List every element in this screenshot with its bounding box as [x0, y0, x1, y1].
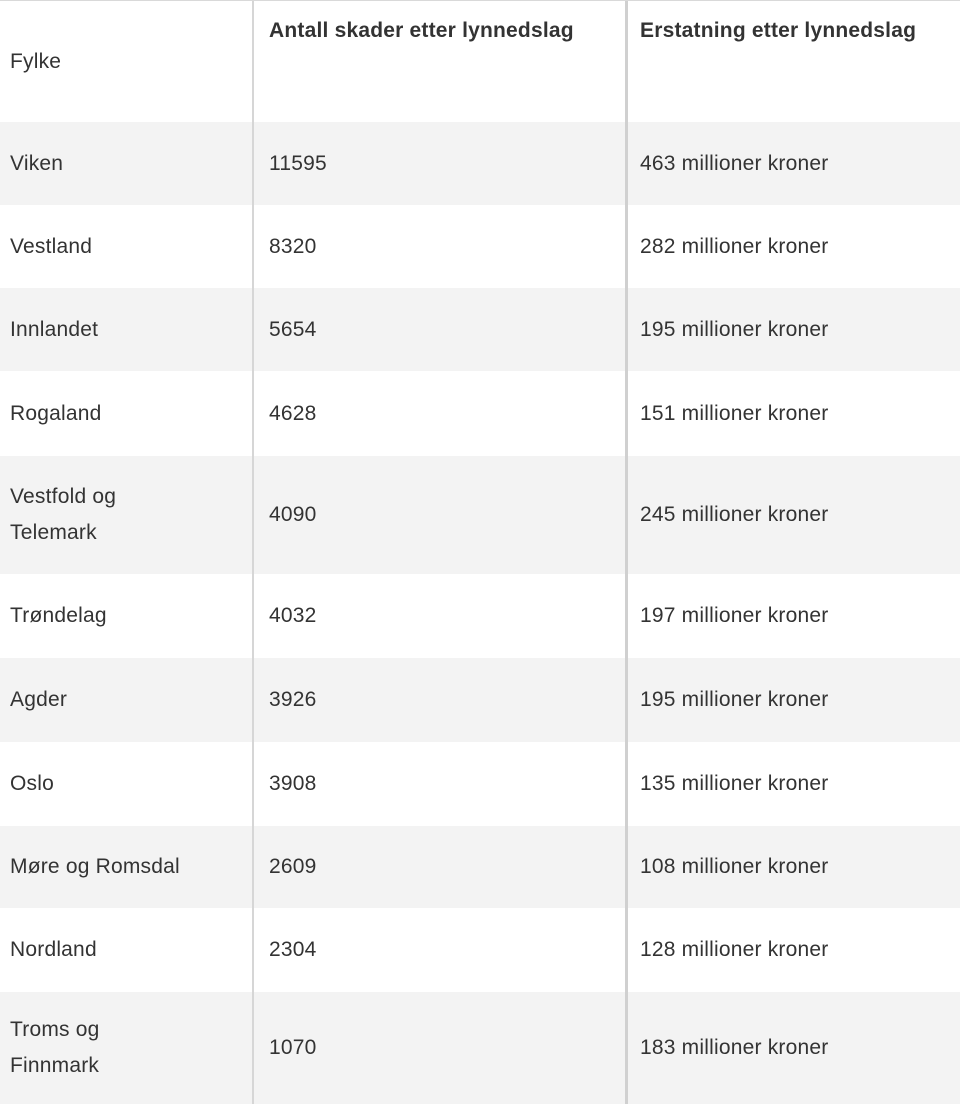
- cell-county: [0, 574, 252, 658]
- cell-compensation: [625, 826, 960, 908]
- cell-county: [0, 826, 252, 908]
- cell-damage-count: [252, 658, 625, 742]
- table-row: [0, 658, 960, 742]
- header-damage-count: [252, 1, 625, 122]
- table-row: [0, 742, 960, 826]
- damage-count-value: 8320: [269, 234, 317, 258]
- cell-county: [0, 122, 252, 205]
- compensation-value: 282 millioner kroner: [640, 234, 829, 258]
- cell-compensation: [625, 122, 960, 205]
- compensation-value: 245 millioner kroner: [640, 503, 829, 526]
- table-row: [0, 122, 960, 205]
- table-row: [0, 205, 960, 288]
- cell-compensation: [625, 908, 960, 992]
- county-name: Innlandet: [10, 317, 99, 341]
- table-row: [0, 992, 960, 1104]
- damage-count-value: 2304: [269, 938, 317, 961]
- damage-count-value: 5654: [269, 317, 317, 341]
- damage-count-value: 3926: [269, 688, 317, 711]
- cell-compensation: [625, 742, 960, 826]
- damage-count-value: 3908: [269, 772, 317, 795]
- header-compensation: [625, 1, 960, 122]
- table-row: [0, 371, 960, 456]
- cell-damage-count: [252, 288, 625, 371]
- cell-damage-count: [252, 122, 625, 205]
- cell-damage-count: [252, 826, 625, 908]
- cell-county: [0, 205, 252, 288]
- table-row: [0, 826, 960, 908]
- cell-compensation: [625, 371, 960, 456]
- county-name: Vestfold og Telemark: [10, 485, 117, 544]
- cell-county: [0, 456, 252, 574]
- cell-damage-count: [252, 992, 625, 1104]
- cell-county: [0, 742, 252, 826]
- cell-damage-count: [252, 574, 625, 658]
- header-compensation-label: Erstatning etter lynnedslag: [640, 19, 917, 42]
- cell-county: [0, 658, 252, 742]
- compensation-value: 108 millioner kroner: [640, 855, 829, 878]
- cell-compensation: [625, 456, 960, 574]
- table-header-row: [0, 1, 960, 122]
- cell-county: [0, 992, 252, 1104]
- cell-county: [0, 288, 252, 371]
- damage-count-value: 2609: [269, 855, 317, 878]
- cell-damage-count: [252, 908, 625, 992]
- county-name: Nordland: [10, 938, 97, 961]
- cell-damage-count: [252, 371, 625, 456]
- cell-county: [0, 908, 252, 992]
- county-name: Oslo: [10, 772, 54, 795]
- damage-count-value: 1070: [269, 1036, 317, 1059]
- cell-compensation: [625, 992, 960, 1104]
- table-row: [0, 456, 960, 574]
- header-county: [0, 1, 252, 122]
- compensation-value: 183 millioner kroner: [640, 1036, 829, 1059]
- compensation-value: 128 millioner kroner: [640, 938, 829, 961]
- county-name: Troms og Finnmark: [10, 1018, 100, 1077]
- table-row: [0, 908, 960, 992]
- cell-compensation: [625, 658, 960, 742]
- damage-count-value: 4090: [269, 503, 317, 526]
- county-name: Rogaland: [10, 401, 102, 425]
- cell-damage-count: [252, 205, 625, 288]
- cell-damage-count: [252, 742, 625, 826]
- compensation-value: 197 millioner kroner: [640, 604, 829, 627]
- county-name: Viken: [10, 151, 64, 175]
- damage-count-value: 4032: [269, 604, 317, 627]
- cell-county: [0, 371, 252, 456]
- county-name: Møre og Romsdal: [10, 855, 180, 878]
- compensation-value: 463 millioner kroner: [640, 151, 829, 175]
- county-name: Agder: [10, 688, 68, 711]
- cell-compensation: [625, 288, 960, 371]
- compensation-value: 135 millioner kroner: [640, 772, 829, 795]
- county-name: Trøndelag: [10, 604, 107, 627]
- header-damage-count-label: Antall skader etter lynnedslag: [269, 19, 574, 42]
- table-row: [0, 288, 960, 371]
- cell-damage-count: [252, 456, 625, 574]
- cell-compensation: [625, 574, 960, 658]
- table-row: [0, 574, 960, 658]
- header-county-label: Fylke: [10, 49, 62, 73]
- damage-count-value: 4628: [269, 401, 317, 425]
- cell-compensation: [625, 205, 960, 288]
- compensation-value: 195 millioner kroner: [640, 317, 829, 341]
- compensation-value: 195 millioner kroner: [640, 688, 829, 711]
- county-name: Vestland: [10, 234, 93, 258]
- damage-count-value: 11595: [269, 151, 327, 175]
- compensation-value: 151 millioner kroner: [640, 401, 829, 425]
